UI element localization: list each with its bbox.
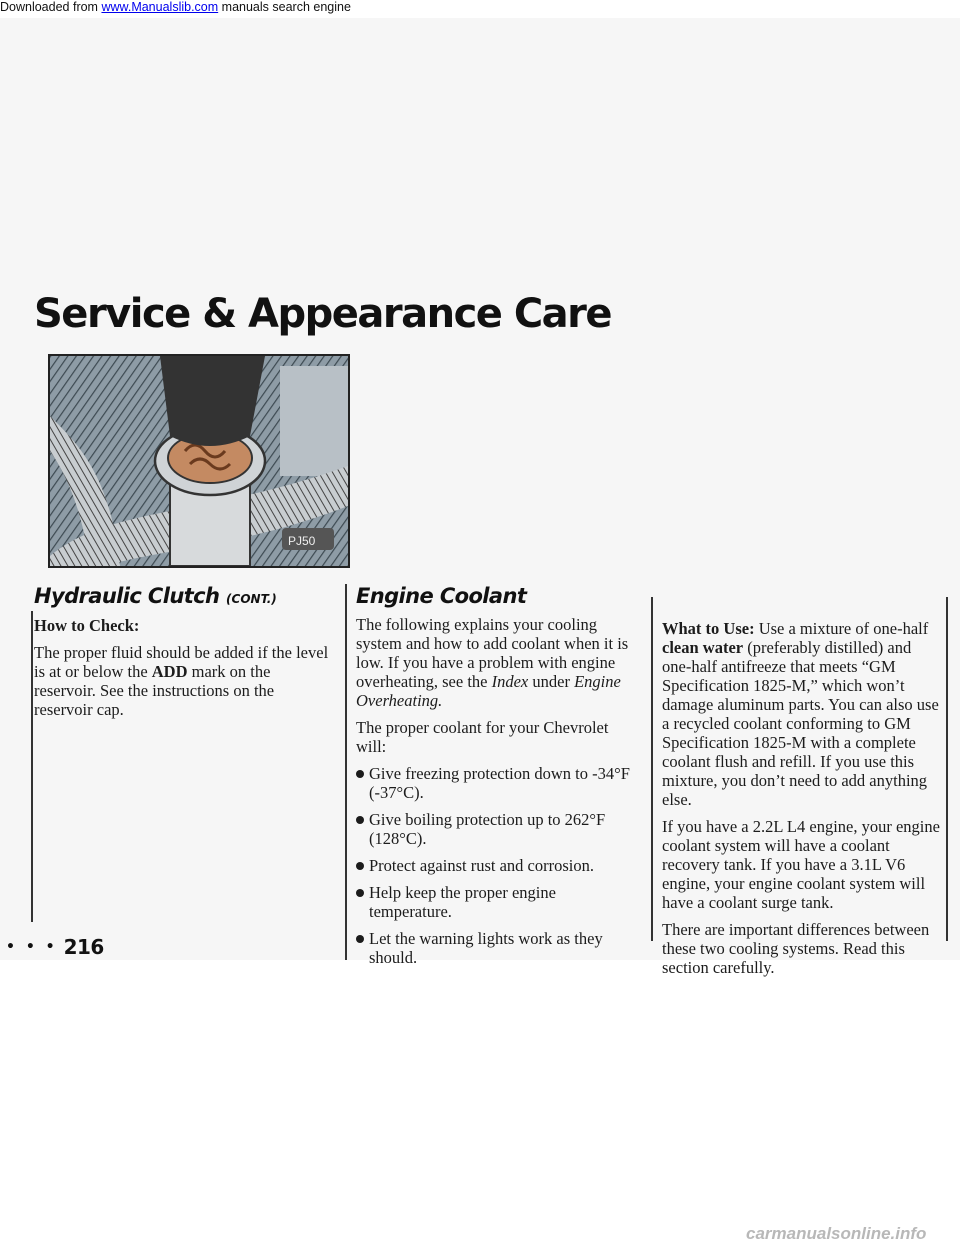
right-column-text: [662, 619, 942, 985]
coolant-benefits-list: [356, 764, 634, 967]
right-column-rule-left: [651, 597, 653, 941]
differences-paragraph: There are important differences between these two cooling systems. Read this section carefully.: [662, 920, 930, 977]
coolant-intro-paragraph: The following explains your cooling system and how to add coolant when it is low. If you have a problem with engine overheating, see the Index under Engine Overheating.: [356, 615, 629, 710]
page-number-dots: • • •: [6, 939, 58, 955]
engine-overheating-reference: Engine Overheating.: [356, 672, 621, 710]
list-item: Let the warning lights work as they should.: [356, 929, 634, 967]
middle-column-text: [356, 615, 634, 975]
list-item: Protect against rust and corrosion.: [356, 856, 634, 875]
coolant-lead-paragraph: The proper coolant for your Chevrolet will:: [356, 718, 609, 756]
middle-column-rule: [345, 584, 347, 960]
bullet-icon: [356, 770, 364, 778]
manualslib-link[interactable]: www.Manualslib.com: [101, 0, 219, 14]
bullet-icon: [356, 862, 364, 870]
left-column-rule: [31, 611, 33, 922]
engine-coolant-heading: Engine Coolant: [356, 584, 527, 608]
download-banner: [0, 0, 960, 14]
engine-tank-paragraph: If you have a 2.2L L4 engine, your engine coolant system will have a coolant recovery tank. If you have a 3.1L V6 engine, your engine coolant system will have a coolant surge tank.: [662, 817, 940, 912]
what-to-use-paragraph: What to Use: Use a mixture of one-half clean water (preferably distilled) and one-half antifreeze that meets “GM Specification 1825-M,” which won’t damage aluminum parts. You can also use a recycled coolant conforming to GM Specification 1825-M with a complete coolant flush and refill. If you use this mixture, you don’t need to add anything else.: [662, 619, 939, 809]
clutch-fluid-paragraph: The proper fluid should be added if the level is at or below the ADD mark on the reservoir. See the instructions on the reservoir cap.: [34, 643, 329, 719]
what-to-use-label: What to Use:: [662, 619, 755, 638]
continued-tag: (CONT.): [226, 592, 277, 606]
list-item: Give boiling protection up to 262°F (128°C).: [356, 810, 634, 848]
manual-page: [0, 18, 960, 977]
how-to-check-subhead: How to Check:: [34, 616, 140, 635]
bullet-icon: [356, 935, 364, 943]
page-number: [6, 935, 104, 959]
page-number-value: 216: [63, 935, 104, 959]
left-column-text: [34, 616, 336, 727]
right-column-rule-right: [946, 597, 948, 941]
banner-suffix: manuals search engine: [221, 0, 351, 14]
clean-water-term: clean water: [662, 638, 744, 657]
bullet-icon: [356, 889, 364, 897]
reservoir-illustration: [50, 356, 348, 566]
banner-prefix: Downloaded from: [0, 0, 98, 14]
figure-code: PJ50: [288, 534, 316, 548]
bullet-icon: [356, 816, 364, 824]
list-item: Give freezing protection down to -34°F (-37°C).: [356, 764, 634, 802]
hydraulic-clutch-title: Hydraulic Clutch: [34, 584, 220, 608]
add-mark-label: ADD: [151, 662, 188, 681]
hydraulic-clutch-heading: [34, 584, 277, 608]
list-item: Help keep the proper engine temperature.: [356, 883, 634, 921]
footer-watermark: carmanualsonline.info: [746, 1224, 927, 1243]
section-title: Service & Appearance Care: [34, 291, 612, 337]
index-reference: Index: [491, 672, 529, 691]
coolant-reservoir-photo: [48, 354, 350, 568]
